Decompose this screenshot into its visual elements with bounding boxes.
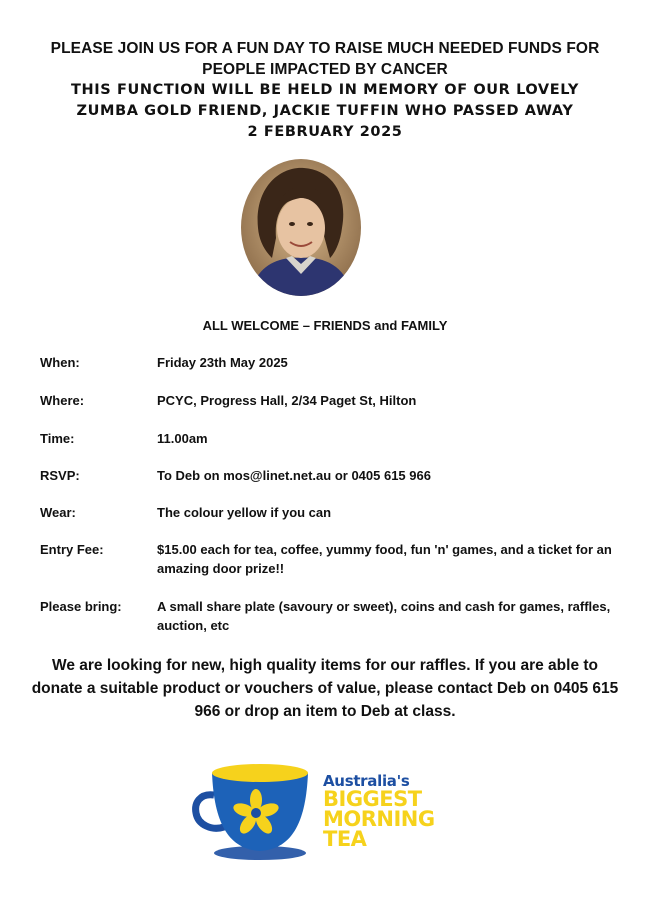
teacup-icon [190,755,330,865]
detail-label: Where: [40,393,85,408]
detail-label: Time: [40,431,75,446]
logo-line-2: BIGGEST [323,787,422,811]
detail-value: PCYC, Progress Hall, 2/34 Paget St, Hilton [157,393,417,408]
logo-line-4: TEA [323,827,367,851]
detail-label: When: [40,355,80,370]
logo-wordmark [323,773,435,849]
memorial-date: 2 FEBRUARY 2025 [247,124,403,140]
memorial-line-2: ZUMBA GOLD FRIEND, JACKIE TUFFIN WHO PASSED AWAY [76,103,574,119]
detail-value: $15.00 each for tea, coffee, yummy food, fun 'n' games, and a ticket for an amazing door prize!! [157,542,612,576]
detail-value: A small share plate (savoury or sweet), coins and cash for games, raffles, auction, etc [157,599,611,633]
detail-label: RSVP: [40,468,80,483]
detail-label: Please bring: [40,599,122,614]
detail-value: The colour yellow if you can [157,505,332,520]
headline-line-2: PEOPLE IMPACTED BY CANCER [202,61,448,78]
detail-value: To Deb on mos@linet.net.au or 0405 615 966 [157,468,431,483]
welcome-heading: ALL WELCOME – FRIENDS and FAMILY [202,318,448,333]
raffle-appeal: We are looking for new, high quality items for our raffles. If you are able to donate a suitable product or vouchers of value, please contact Deb on 0405 615 966 or drop an item to Deb at class. [31,657,619,720]
memorial-line-1: THIS FUNCTION WILL BE HELD IN MEMORY OF OUR LOVELY [71,82,579,98]
detail-value: Friday 23th May 2025 [157,355,288,370]
headline-line-1: PLEASE JOIN US FOR A FUN DAY TO RAISE MUCH NEEDED FUNDS FOR [50,40,600,57]
logo-line-1: Australia's [323,772,410,790]
portrait-photo [240,158,362,297]
headline [20,38,630,143]
detail-label: Wear: [40,505,76,520]
portrait-icon [240,158,362,297]
detail-label: Entry Fee: [40,542,104,557]
detail-value: 11.00am [157,431,208,446]
biggest-morning-tea-logo [190,755,460,865]
logo-line-3: MORNING [323,807,435,831]
